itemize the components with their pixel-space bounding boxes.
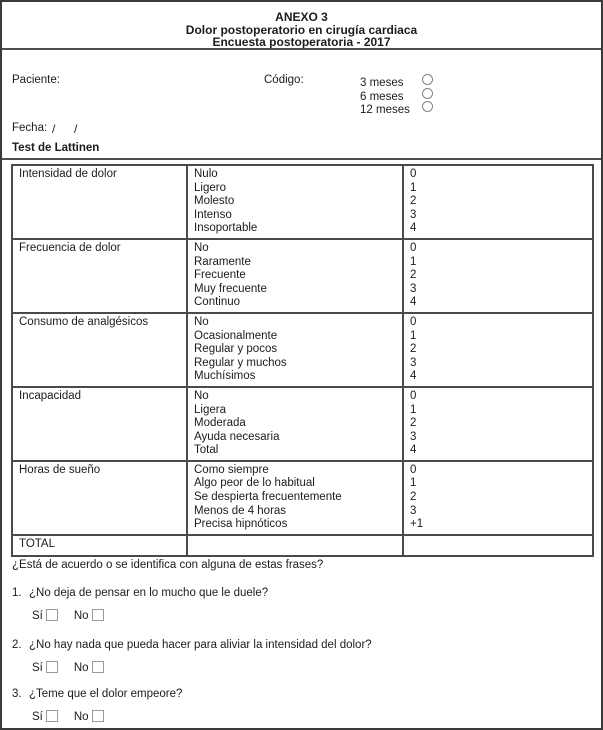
page-title: ANEXO 3	[275, 10, 328, 24]
value-label: 0	[410, 389, 417, 402]
category-cell: Frecuencia de dolor	[12, 239, 187, 313]
options-cell	[187, 165, 403, 239]
table-row-sueno	[12, 461, 593, 535]
options-cell	[187, 387, 403, 461]
code-3-meses-radio[interactable]	[422, 74, 433, 85]
q3-no-label: No	[73, 711, 89, 723]
table-row-intensidad	[12, 165, 593, 239]
value-label: 3	[410, 356, 417, 369]
option-label: Raramente	[194, 255, 251, 268]
question-3	[12, 688, 182, 700]
q2-no-label: No	[73, 662, 89, 674]
q3-yes-checkbox[interactable]	[46, 710, 58, 722]
option-label: Ligera	[194, 403, 226, 416]
option-label: Precisa hipnóticos	[194, 518, 288, 531]
option-label: Algo peor de lo habitual	[194, 477, 315, 490]
option-label: Muy frecuente	[194, 282, 267, 295]
total-value-cell	[403, 535, 593, 556]
value-label: 0	[410, 241, 417, 254]
question-2-text: ¿No hay nada que pueda hacer para aliviar la intensidad del dolor?	[29, 639, 372, 651]
value-label: 1	[410, 255, 417, 268]
test-title: Test de Lattinen	[12, 142, 100, 154]
value-label: 2	[410, 343, 417, 356]
value-label: 3	[410, 208, 417, 221]
page-subtitle-year: Encuesta postoperatoria - 2017	[212, 35, 391, 49]
radio-label-3-meses: 3 meses	[360, 77, 404, 89]
patient-label: Paciente:	[12, 74, 60, 86]
date-row	[12, 122, 78, 136]
question-2-answers	[32, 661, 104, 674]
options-cell	[187, 461, 403, 535]
question-2-number: 2.	[12, 639, 22, 651]
code-label: Código:	[264, 74, 304, 86]
table-row-frecuencia	[12, 239, 593, 313]
option-label: Se despierta frecuentemente	[194, 491, 342, 504]
date-slash-month: /	[74, 122, 78, 136]
value-label: 4	[410, 444, 417, 457]
code-radio-group	[360, 73, 410, 114]
radio-label-6-meses: 6 meses	[360, 90, 404, 103]
q1-yes-checkbox[interactable]	[46, 609, 58, 621]
option-label: Regular y muchos	[194, 356, 287, 369]
option-label: Continuo	[194, 296, 241, 309]
option-label: Ocasionalmente	[194, 329, 278, 342]
q1-yes-label: Sí	[32, 610, 43, 622]
category-cell: Incapacidad	[12, 387, 187, 461]
value-label: 4	[410, 370, 417, 383]
q2-no-checkbox[interactable]	[92, 661, 104, 673]
value-label: 2	[410, 195, 417, 208]
value-label: 0	[410, 168, 417, 180]
code-6-meses-radio[interactable]	[422, 88, 433, 99]
question-2	[12, 639, 372, 651]
option-label: No	[194, 241, 209, 254]
value-label: 3	[410, 430, 417, 443]
values-cell	[403, 387, 593, 461]
category-cell: Consumo de analgésicos	[12, 313, 187, 387]
question-3-number: 3.	[12, 688, 22, 700]
value-label: 1	[410, 181, 417, 194]
option-label: Intenso	[194, 208, 232, 221]
option-label: Regular y pocos	[194, 343, 278, 356]
question-1	[12, 587, 268, 599]
value-label: +1	[410, 518, 424, 531]
option-label: Molesto	[194, 195, 235, 208]
code-option-6-meses	[360, 87, 410, 101]
category-cell: Horas de sueño	[12, 461, 187, 535]
question-1-answers	[32, 609, 104, 622]
total-row	[12, 535, 593, 556]
option-label: Nulo	[194, 168, 218, 180]
option-label: Ligero	[194, 181, 226, 194]
value-label: 3	[410, 504, 417, 517]
question-1-number: 1.	[12, 587, 22, 599]
table-row-incapacidad	[12, 387, 593, 461]
lattinen-table	[11, 164, 594, 557]
value-label: 2	[410, 269, 417, 282]
option-label: Menos de 4 horas	[194, 504, 287, 517]
code-option-12-meses	[360, 100, 410, 114]
q1-no-checkbox[interactable]	[92, 609, 104, 621]
value-label: 4	[410, 296, 417, 309]
value-label: 0	[410, 315, 417, 328]
page-subtitle: Dolor postoperatorio en cirugía cardiaca	[185, 23, 418, 37]
options-cell	[187, 313, 403, 387]
questions-intro: ¿Está de acuerdo o se identifica con alguna de estas frases?	[12, 559, 324, 571]
option-label: Insoportable	[194, 222, 258, 235]
option-label: Como siempre	[194, 463, 269, 476]
header-divider	[2, 48, 601, 50]
test-title-divider	[2, 158, 601, 160]
radio-label-12-meses: 12 meses	[360, 104, 410, 116]
value-label: 1	[410, 329, 417, 342]
value-label: 3	[410, 282, 417, 295]
date-slash-day: /	[52, 122, 56, 136]
values-cell	[403, 165, 593, 239]
total-options-cell	[187, 535, 403, 556]
value-label: 0	[410, 463, 417, 476]
code-12-meses-radio[interactable]	[422, 101, 433, 112]
values-cell	[403, 313, 593, 387]
question-1-text: ¿No deja de pensar en lo mucho que le duele?	[29, 587, 269, 599]
code-option-3-meses	[360, 73, 410, 87]
value-label: 2	[410, 491, 417, 504]
total-label-cell: TOTAL	[12, 535, 187, 556]
option-label: No	[194, 315, 209, 328]
question-3-text: ¿Teme que el dolor empeore?	[29, 688, 183, 700]
value-label: 1	[410, 403, 417, 416]
q2-yes-checkbox[interactable]	[46, 661, 58, 673]
value-label: 1	[410, 477, 417, 490]
value-label: 4	[410, 222, 417, 235]
table-row-analgesicos	[12, 313, 593, 387]
category-cell: Intensidad de dolor	[12, 165, 187, 239]
q3-yes-label: Sí	[32, 711, 43, 723]
q2-yes-label: Sí	[32, 662, 43, 674]
option-label: Frecuente	[194, 269, 246, 282]
option-label: No	[194, 389, 209, 402]
values-cell	[403, 239, 593, 313]
value-label: 2	[410, 417, 417, 430]
q3-no-checkbox[interactable]	[92, 710, 104, 722]
options-cell	[187, 239, 403, 313]
option-label: Total	[194, 444, 219, 457]
question-3-answers	[32, 710, 104, 723]
option-label: Moderada	[194, 417, 246, 430]
option-label: Muchísimos	[194, 370, 256, 383]
date-label: Fecha:	[12, 122, 48, 134]
values-cell	[403, 461, 593, 535]
q1-no-label: No	[73, 610, 89, 622]
option-label: Ayuda necesaria	[194, 430, 280, 443]
